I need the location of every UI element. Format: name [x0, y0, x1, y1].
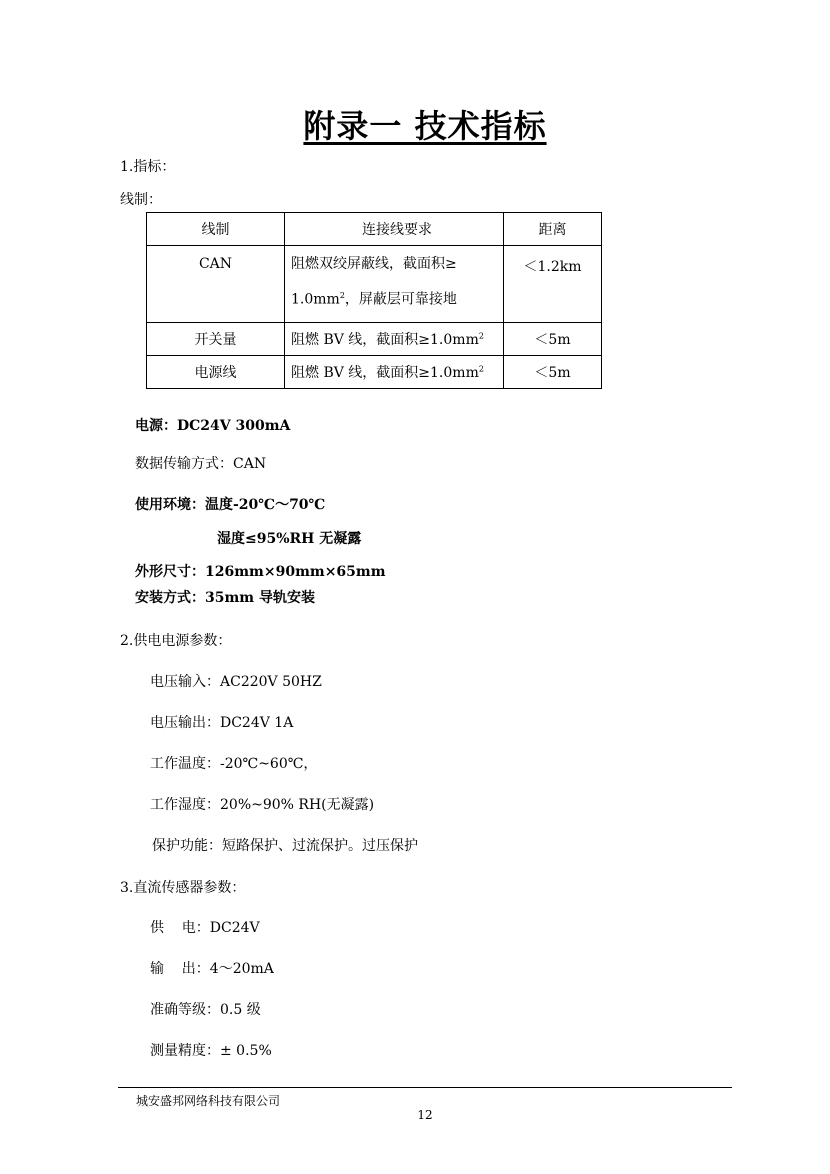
section3-heading: 3.直流传感器参数： — [120, 880, 246, 896]
list-item: 保护功能：短路保护、过流保护。过压保护 — [152, 838, 418, 854]
list-item: 电压输入：AC220V 50HZ — [150, 674, 322, 690]
power-spec: 电源：DC24V 300mA — [135, 418, 291, 434]
requirement-text: 阻燃 BV 线，截面积≥1.0mm — [291, 332, 479, 348]
installation-spec: 安装方式：35mm 导轨安装 — [135, 590, 315, 606]
page-title: 附录一 技术指标 — [303, 107, 547, 145]
page-number: 12 — [417, 1108, 433, 1122]
table-header-row — [147, 213, 602, 246]
header-distance: 距离 — [504, 213, 602, 246]
row-requirement — [285, 323, 504, 356]
requirement-suffix: ，屏蔽层可靠接地 — [344, 291, 457, 308]
environment-temperature: 使用环境：温度-20℃～70℃ — [135, 497, 326, 513]
list-item: 工作湿度：20%~90% RH(无凝露) — [150, 797, 375, 813]
superscript: 2 — [478, 364, 484, 374]
wiring-label: 线制： — [120, 192, 162, 208]
wiring-spec-table — [146, 212, 602, 389]
row-type: 开关量 — [147, 323, 285, 356]
requirement-line2 — [291, 280, 503, 316]
list-item: 电压输出：DC24V 1A — [150, 715, 294, 731]
list-item: 测量精度：± 0.5% — [150, 1043, 272, 1059]
row-type: CAN — [147, 246, 285, 323]
row-distance: ＜5m — [504, 356, 602, 389]
superscript: 2 — [478, 331, 484, 341]
section1-heading: 1.指标： — [120, 159, 176, 175]
list-item: 工作温度：-20℃~60℃， — [150, 756, 318, 772]
environment-humidity: 湿度≤95%RH 无凝露 — [217, 531, 362, 547]
requirement-line1: 阻燃双绞屏蔽线，截面积≥ — [291, 256, 457, 272]
footer-company: 城安盛邦网络科技有限公司 — [136, 1094, 281, 1108]
row-requirement — [285, 356, 504, 389]
list-item: 输 出：4～20mA — [150, 961, 274, 977]
row-distance: ＜5m — [504, 323, 602, 356]
row-requirement — [285, 246, 504, 323]
row-distance: ＜1.2km — [504, 246, 602, 323]
row-type: 电源线 — [147, 356, 285, 389]
list-item: 供 电：DC24V — [150, 920, 260, 936]
table-row — [147, 323, 602, 356]
header-requirement: 连接线要求 — [285, 213, 504, 246]
footer-divider — [118, 1087, 732, 1088]
header-wiring: 线制 — [147, 213, 285, 246]
list-item: 准确等级：0.5 级 — [150, 1002, 261, 1018]
requirement-value: 1.0mm — [291, 291, 340, 308]
requirement-text: 阻燃 BV 线，截面积≥1.0mm — [291, 365, 479, 381]
section2-heading: 2.供电电源参数： — [120, 633, 232, 649]
data-transfer-spec: 数据传输方式：CAN — [135, 456, 267, 472]
table-row — [147, 356, 602, 389]
dimensions-spec: 外形尺寸：126mm×90mm×65mm — [135, 564, 386, 580]
table-row — [147, 246, 602, 323]
superscript: 2 — [339, 291, 345, 300]
